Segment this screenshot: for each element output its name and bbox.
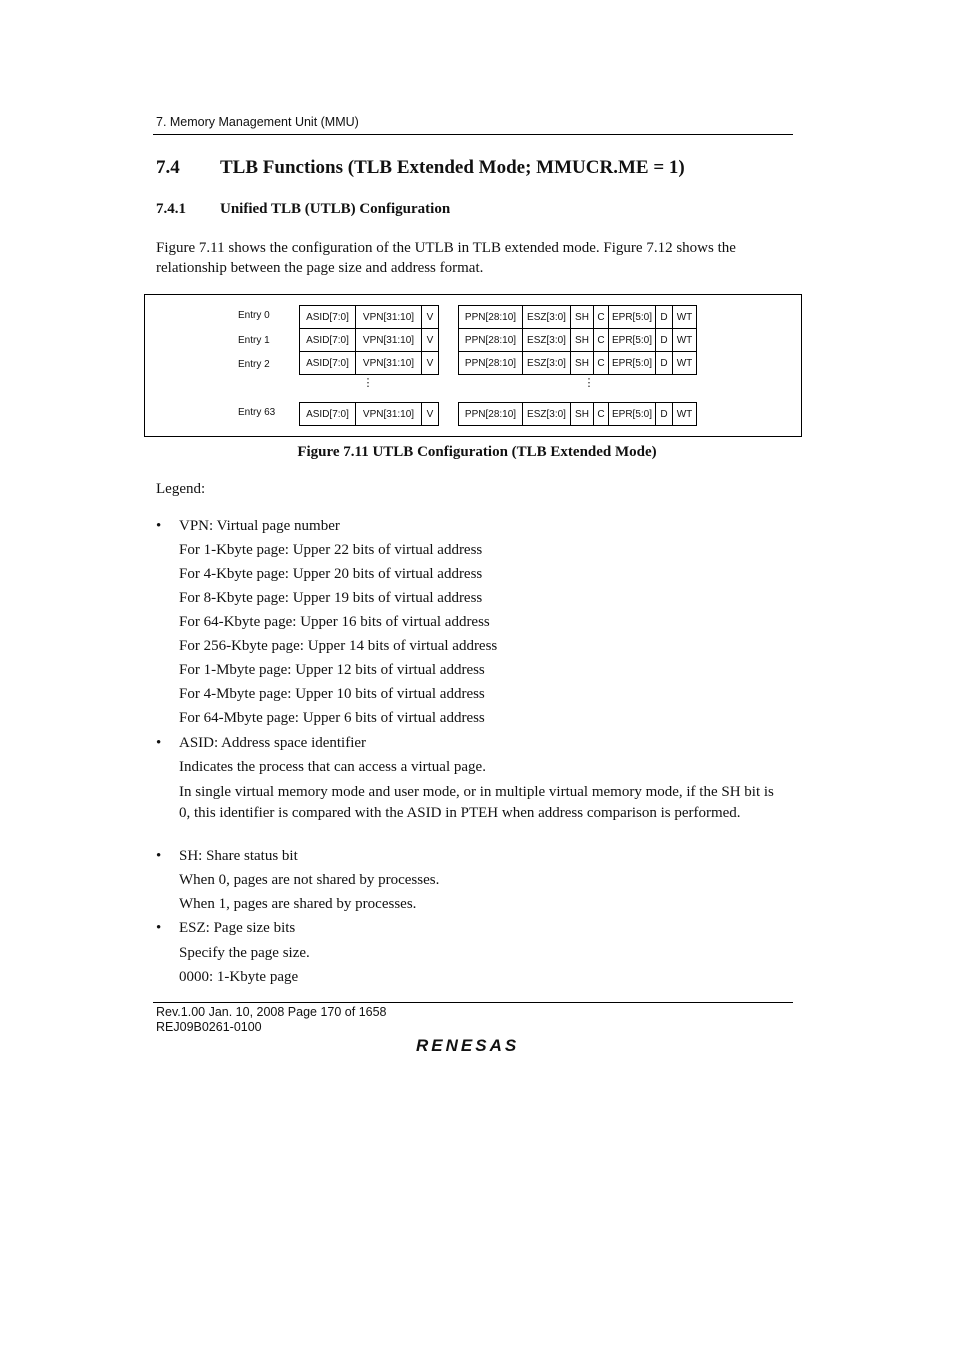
table-row [459, 306, 697, 329]
footer-doc-number: REJ09B0261-0100 [156, 1020, 262, 1034]
vertical-ellipsis: ⋮ [583, 377, 595, 389]
entry-label: Entry 2 [238, 359, 270, 370]
asid-cell: ASID[7:0] [300, 306, 356, 329]
wt-cell: WT [673, 403, 697, 426]
epr-cell: EPR[5:0] [609, 352, 656, 375]
sh-cell: SH [571, 352, 594, 375]
d-cell: D [656, 329, 673, 352]
legend-line: When 1, pages are shared by processes. [179, 896, 417, 912]
c-cell: C [594, 306, 609, 329]
v-cell: V [422, 306, 439, 329]
table-row [459, 329, 697, 352]
c-cell: C [594, 352, 609, 375]
sh-cell: SH [571, 403, 594, 426]
table-row [459, 352, 697, 375]
sh-cell: SH [571, 306, 594, 329]
legend-title: Legend: [156, 481, 206, 497]
table-row [300, 329, 439, 352]
sh-cell: SH [571, 329, 594, 352]
legend-sh-heading: SH: Share status bit [179, 848, 298, 864]
entry-label: Entry 1 [238, 335, 270, 346]
asid-cell: ASID[7:0] [300, 352, 356, 375]
c-cell: C [594, 403, 609, 426]
d-cell: D [656, 403, 673, 426]
legend-line: For 256-Kbyte page: Upper 14 bits of virtual address [179, 638, 498, 654]
d-cell: D [656, 306, 673, 329]
intro-paragraph: Figure 7.11 shows the configuration of the UTLB in TLB extended mode. Figure 7.12 shows the relationship between the page size and address format. [156, 240, 736, 276]
table-row [459, 403, 697, 426]
v-cell: V [422, 403, 439, 426]
footer-revision: Rev.1.00 Jan. 10, 2008 Page 170 of 1658 [156, 1005, 387, 1019]
legend-line: For 64-Mbyte page: Upper 6 bits of virtual address [179, 710, 485, 726]
esz-cell: ESZ[3:0] [523, 306, 571, 329]
address-array-entry63 [299, 402, 439, 426]
c-cell: C [594, 329, 609, 352]
wt-cell: WT [673, 329, 697, 352]
footer-rule [153, 1002, 793, 1003]
entry-label: Entry 0 [238, 310, 270, 321]
ppn-cell: PPN[28:10] [459, 329, 523, 352]
legend-line: For 1-Kbyte page: Upper 22 bits of virtual address [179, 542, 483, 558]
legend-asid-heading: ASID: Address space identifier [179, 735, 367, 751]
subsection-title: Unified TLB (UTLB) Configuration [220, 201, 451, 217]
asid-cell: ASID[7:0] [300, 329, 356, 352]
subsection-number: 7.4.1 [156, 201, 186, 217]
wt-cell: WT [673, 306, 697, 329]
v-cell: V [422, 329, 439, 352]
running-header: 7. Memory Management Unit (MMU) [156, 115, 359, 129]
legend-vpn-heading: VPN: Virtual page number [179, 518, 340, 534]
asid-cell: ASID[7:0] [300, 403, 356, 426]
section-title: TLB Functions (TLB Extended Mode; MMUCR.ME = 1) [220, 157, 685, 178]
vpn-cell: VPN[31:10] [356, 329, 422, 352]
legend-line: For 64-Kbyte page: Upper 16 bits of virtual address [179, 614, 490, 630]
section-number: 7.4 [156, 157, 180, 178]
ppn-cell: PPN[28:10] [459, 352, 523, 375]
logo-text: RENESAS [416, 1036, 520, 1055]
wt-cell: WT [673, 352, 697, 375]
legend-line: Indicates the process that can access a virtual page. [179, 759, 486, 775]
legend-esz-heading: ESZ: Page size bits [179, 920, 296, 936]
legend-paragraph: In single virtual memory mode and user mode, or in multiple virtual memory mode, if the SH bit is 0, this identifier is compared with the ASID in PTEH when address comparison is performed. [179, 784, 774, 821]
vertical-ellipsis: ⋮ [362, 377, 374, 389]
bullet-marker: • [156, 848, 162, 864]
table-row [300, 352, 439, 375]
legend-line: For 8-Kbyte page: Upper 19 bits of virtual address [179, 590, 483, 606]
legend-line: For 4-Mbyte page: Upper 10 bits of virtual address [179, 686, 485, 702]
legend-line: For 4-Kbyte page: Upper 20 bits of virtual address [179, 566, 483, 582]
d-cell: D [656, 352, 673, 375]
address-array-table [299, 305, 439, 375]
vpn-cell: VPN[31:10] [356, 352, 422, 375]
ppn-cell: PPN[28:10] [459, 306, 523, 329]
renesas-logo [414, 1034, 534, 1061]
esz-cell: ESZ[3:0] [523, 329, 571, 352]
v-cell: V [422, 352, 439, 375]
epr-cell: EPR[5:0] [609, 306, 656, 329]
legend-line: Specify the page size. [179, 945, 310, 961]
epr-cell: EPR[5:0] [609, 329, 656, 352]
esz-cell: ESZ[3:0] [523, 403, 571, 426]
table-row [300, 306, 439, 329]
ppn-cell: PPN[28:10] [459, 403, 523, 426]
bullet-marker: • [156, 735, 162, 751]
table-row [300, 403, 439, 426]
vpn-cell: VPN[31:10] [356, 306, 422, 329]
header-rule [153, 134, 793, 135]
utlb-figure [144, 294, 802, 437]
data-array-table [458, 305, 697, 375]
epr-cell: EPR[5:0] [609, 403, 656, 426]
entry-label: Entry 63 [238, 407, 276, 418]
vpn-cell: VPN[31:10] [356, 403, 422, 426]
figure-caption: Figure 7.11 UTLB Configuration (TLB Extended Mode) [297, 444, 657, 460]
data-array-entry63 [458, 402, 697, 426]
esz-cell: ESZ[3:0] [523, 352, 571, 375]
legend-line: 0000: 1-Kbyte page [179, 969, 299, 985]
bullet-marker: • [156, 518, 162, 534]
legend-line: For 1-Mbyte page: Upper 12 bits of virtual address [179, 662, 485, 678]
legend-line: When 0, pages are not shared by processes. [179, 872, 440, 888]
bullet-marker: • [156, 920, 162, 936]
